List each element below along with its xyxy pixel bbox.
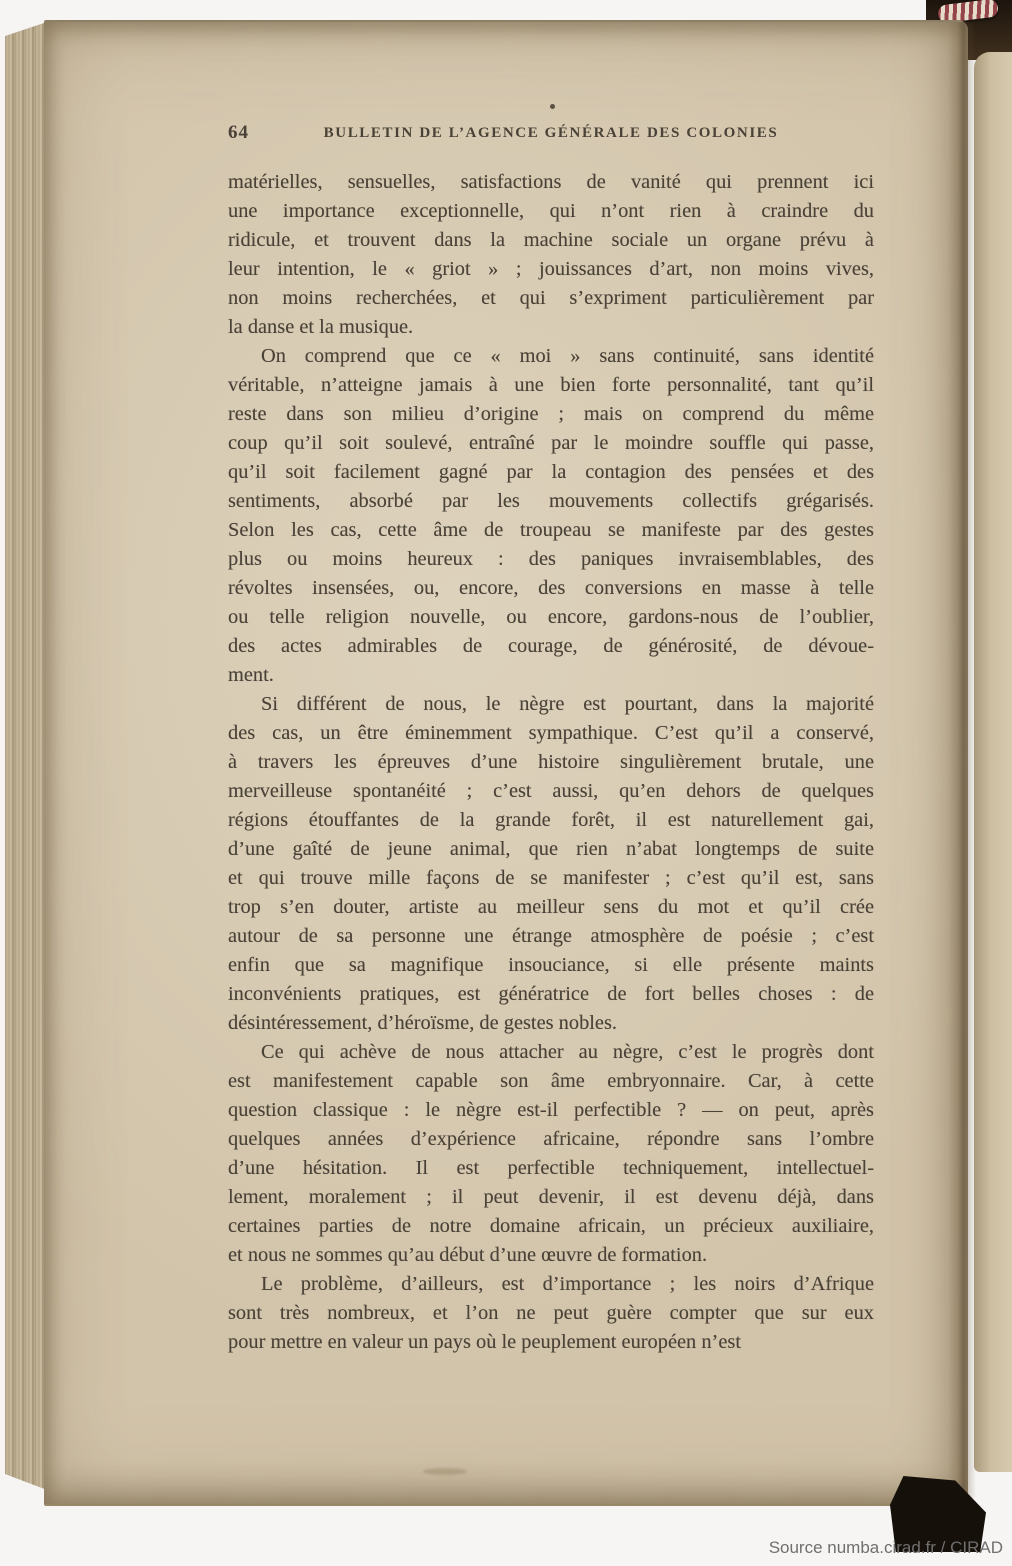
text-line: ridicule, et trouvent dans la machine sociale un organe prévu à <box>228 229 874 251</box>
text-line: Le problème, d’ailleurs, est d’importance ; les noirs d’Afrique <box>261 1273 874 1295</box>
text-line: régions étouffantes de la grande forêt, il est naturellement gai, <box>228 809 874 831</box>
text-line: lement, moralement ; il peut devenir, il est devenu déjà, dans <box>228 1186 874 1208</box>
page-gutter-shadow <box>948 22 976 1498</box>
page-number: 64 <box>228 122 249 143</box>
text-line: et qui trouve mille façons de se manifester ; c’est qu’il est, sans <box>228 867 874 889</box>
text-line: autour de sa personne une étrange atmosphère de poésie ; c’est <box>228 925 874 947</box>
text-line: quelques années d’expérience africaine, répondre sans l’ombre <box>228 1128 874 1150</box>
text-line: pour mettre en valeur un pays où le peuplement européen n’est <box>228 1331 741 1353</box>
text-line: sont très nombreux, et l’on ne peut guère compter que sur eux <box>228 1302 874 1324</box>
text-line: certaines parties de notre domaine africain, un précieux auxiliaire, <box>228 1215 874 1237</box>
page-edges-stack <box>5 22 47 1490</box>
text-line: la danse et la musique. <box>228 316 414 338</box>
source-credit: Source numba.cirad.fr / CIRAD <box>768 1538 1003 1557</box>
text-line: Si différent de nous, le nègre est pourtant, dans la majorité <box>261 693 874 715</box>
text-line: à travers les épreuves d’une histoire singulièrement brutale, une <box>228 751 874 773</box>
text-line: trop s’en douter, artiste au meilleur sens du mot et qu’il crée <box>228 896 874 918</box>
text-line: merveilleuse spontanéité ; c’est aussi, qu’en dehors de quelques <box>228 780 874 802</box>
text-line: d’une gaîté de jeune animal, que rien n’abat longtemps de suite <box>228 838 874 860</box>
text-line: sentiments, absorbé par les mouvements collectifs grégarisés. <box>228 490 874 512</box>
text-line: inconvénients pratiques, est génératrice de fort belles choses : de <box>228 983 874 1005</box>
facing-page-edge <box>974 52 1012 1472</box>
running-title: BULLETIN DE L’AGENCE GÉNÉRALE DES COLONIES <box>323 125 779 141</box>
text-line: est manifestement capable son âme embryonnaire. Car, à cette <box>228 1070 874 1092</box>
text-line: révoltes insensées, ou, encore, des conversions en masse à telle <box>228 577 874 599</box>
text-line: et nous ne sommes qu’au début d’une œuvre de formation. <box>228 1244 708 1266</box>
text-line: leur intention, le « griot » ; jouissances d’art, non moins vives, <box>228 258 874 280</box>
text-line: désintéressement, d’héroïsme, de gestes nobles. <box>228 1012 618 1034</box>
text-line: On comprend que ce « moi » sans continuité, sans identité <box>261 345 874 367</box>
body-text <box>228 168 874 1357</box>
text-line: d’une hésitation. Il est perfectible techniquement, intellectuel- <box>228 1157 874 1179</box>
text-line: plus ou moins heureux : des paniques invraisemblables, des <box>228 548 874 570</box>
page-header <box>228 122 874 148</box>
text-line: ment. <box>228 664 274 686</box>
text-line: matérielles, sensuelles, satisfactions de vanité qui prennent ici <box>228 171 874 193</box>
text-line: coup qu’il soit soulevé, entraîné par le moindre souffle qui passe, <box>228 432 874 454</box>
paragraph <box>228 1270 874 1357</box>
paragraph <box>228 342 874 690</box>
text-line: des cas, un être éminemment sympathique. C’est qu’il a conservé, <box>228 722 874 744</box>
paragraph <box>228 1038 874 1270</box>
text-line: question classique : le nègre est-il perfectible ? — on peut, après <box>228 1099 874 1121</box>
text-line: véritable, n’atteigne jamais à une bien forte personnalité, tant qu’il <box>228 374 874 396</box>
text-line: des actes admirables de courage, de générosité, de dévoue- <box>228 635 874 657</box>
page-content <box>228 0 874 1566</box>
paragraph <box>228 690 874 1038</box>
text-line: Selon les cas, cette âme de troupeau se manifeste par des gestes <box>228 519 874 541</box>
text-line: une importance exceptionnelle, qui n’ont rien à craindre du <box>228 200 874 222</box>
text-line: reste dans son milieu d’origine ; mais on comprend du même <box>228 403 874 425</box>
text-line: Ce qui achève de nous attacher au nègre, c’est le progrès dont <box>261 1041 874 1063</box>
text-line: non moins recherchées, et qui s’expriment particulièrement par <box>228 287 874 309</box>
text-line: ou telle religion nouvelle, ou encore, gardons-nous de l’oublier, <box>228 606 874 628</box>
ink-speck <box>550 104 555 109</box>
text-line: qu’il soit facilement gagné par la contagion des pensées et des <box>228 461 874 483</box>
text-line: enfin que sa magnifique insouciance, si elle présente maints <box>228 954 874 976</box>
faint-stain <box>423 1468 467 1475</box>
paragraph <box>228 168 874 342</box>
